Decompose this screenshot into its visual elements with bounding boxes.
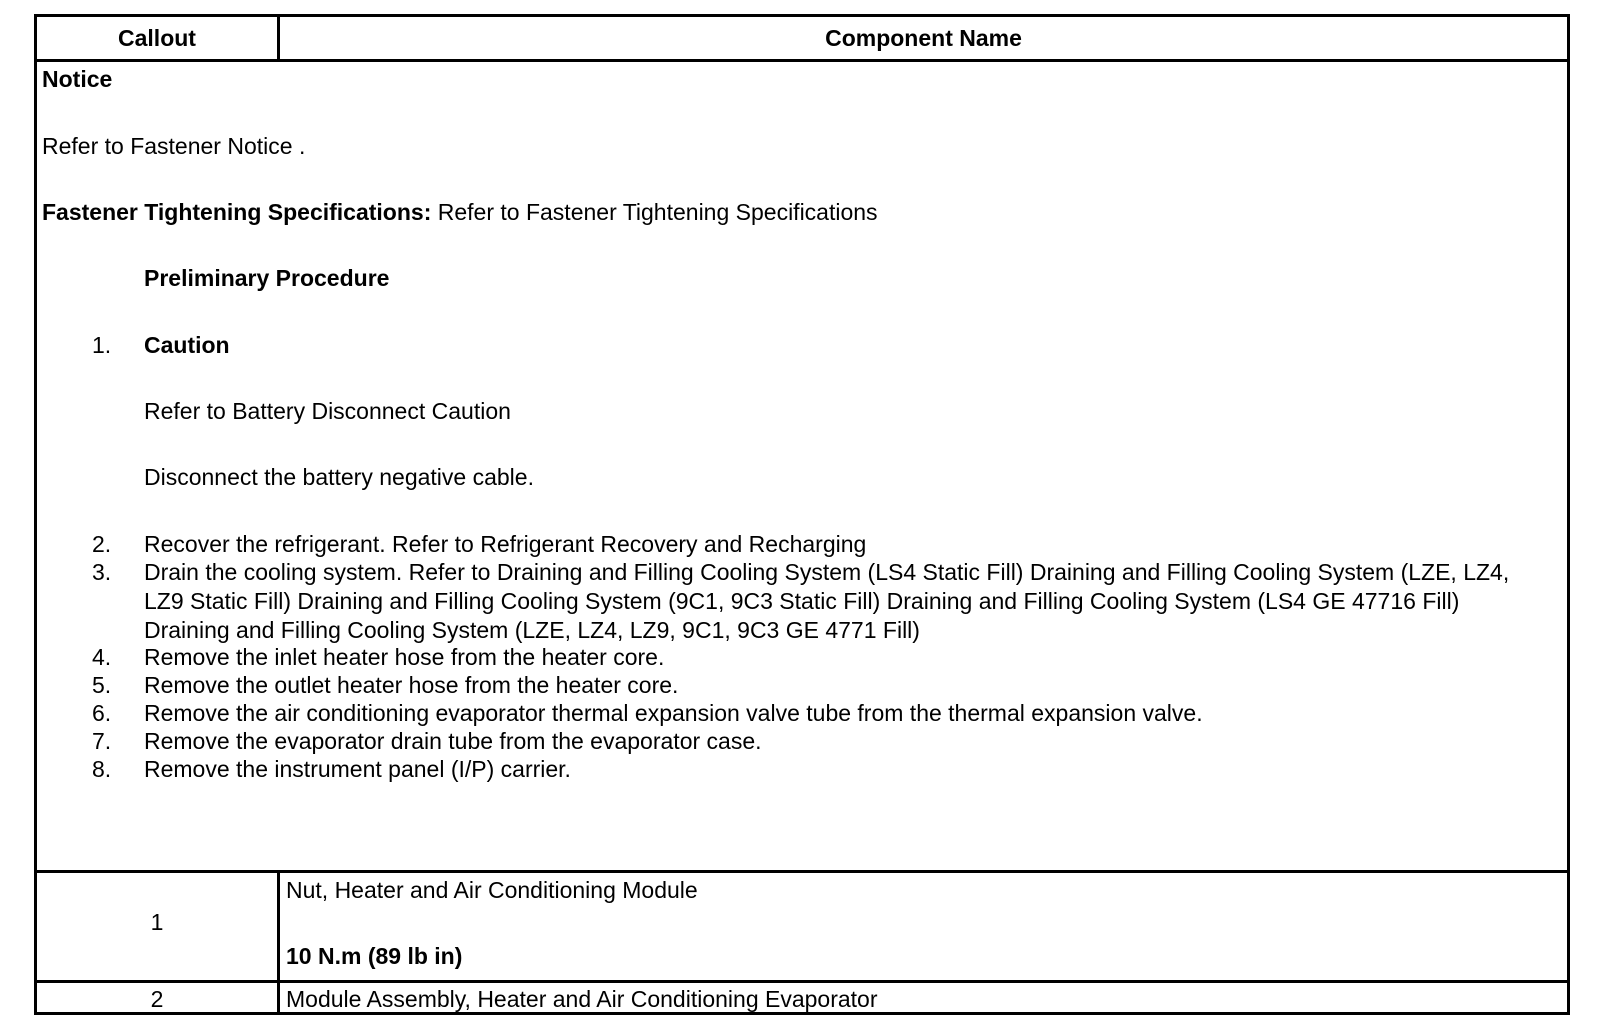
callout-number: 1 [150, 909, 164, 935]
column-divider [277, 983, 280, 1015]
fastener-notice: Refer to Fastener Notice . [42, 133, 306, 159]
caution-action: Disconnect the battery negative cable. [144, 464, 534, 490]
step-text: Remove the instrument panel (I/P) carrier. [144, 756, 571, 782]
table-header [37, 17, 1567, 62]
table-row [37, 983, 1567, 1015]
callout-number: 2 [150, 986, 164, 1012]
step-text: Remove the evaporator drain tube from the evaporator case. [144, 728, 762, 754]
step-text: Recover the refrigerant. Refer to Refrigerant Recovery and Recharging [144, 531, 867, 557]
fastener-spec [42, 198, 878, 227]
caution-text: Refer to Battery Disconnect Caution [144, 398, 511, 424]
step-text: Remove the outlet heater hose from the heater core. [144, 672, 679, 698]
component-name: Module Assembly, Heater and Air Conditioning Evaporator [286, 986, 878, 1012]
column-divider [277, 873, 280, 980]
step-caution-title: Caution [144, 332, 230, 358]
notice-section [37, 62, 1567, 873]
table-row [37, 873, 1567, 983]
preliminary-title: Preliminary Procedure [144, 265, 390, 291]
fastener-spec-label: Fastener Tightening Specifications: [42, 199, 432, 225]
torque-spec: 10 N.m (89 lb in) [286, 943, 463, 969]
step-number: 6. [92, 700, 112, 726]
step-number: 8. [92, 756, 112, 782]
step-number: 7. [92, 728, 112, 754]
component-name-header: Component Name [825, 25, 1022, 51]
component-name: Nut, Heater and Air Conditioning Module [286, 877, 698, 903]
fastener-spec-text: Refer to Fastener Tightening Specifications [431, 199, 878, 225]
callout-header: Callout [118, 25, 196, 51]
component-table [34, 14, 1570, 1015]
step-number: 1. [92, 332, 112, 358]
step-number: 5. [92, 672, 112, 698]
step-text: Drain the cooling system. Refer to Draining and Filling Cooling System (LS4 Static Fill) Draining and Filling Cooling System (LZE, LZ4, LZ9 Static Fill) Draining and Filling Cooling System (9C1, 9C3 Static Fill) Draining and Filling Cooling System (LS4 GE 47716 Fill) Draining and Filling Cooling System (LZE, LZ4, LZ9, 9C1, 9C3 GE 4771 Fill) [144, 559, 1510, 643]
step-text: Remove the air conditioning evaporator thermal expansion valve tube from the thermal expansion valve. [144, 700, 1203, 726]
step-number: 2. [92, 531, 112, 557]
notice-title: Notice [42, 66, 113, 92]
step-number: 3. [92, 559, 112, 585]
step-number: 4. [92, 644, 112, 670]
step-text: Remove the inlet heater hose from the heater core. [144, 644, 665, 670]
